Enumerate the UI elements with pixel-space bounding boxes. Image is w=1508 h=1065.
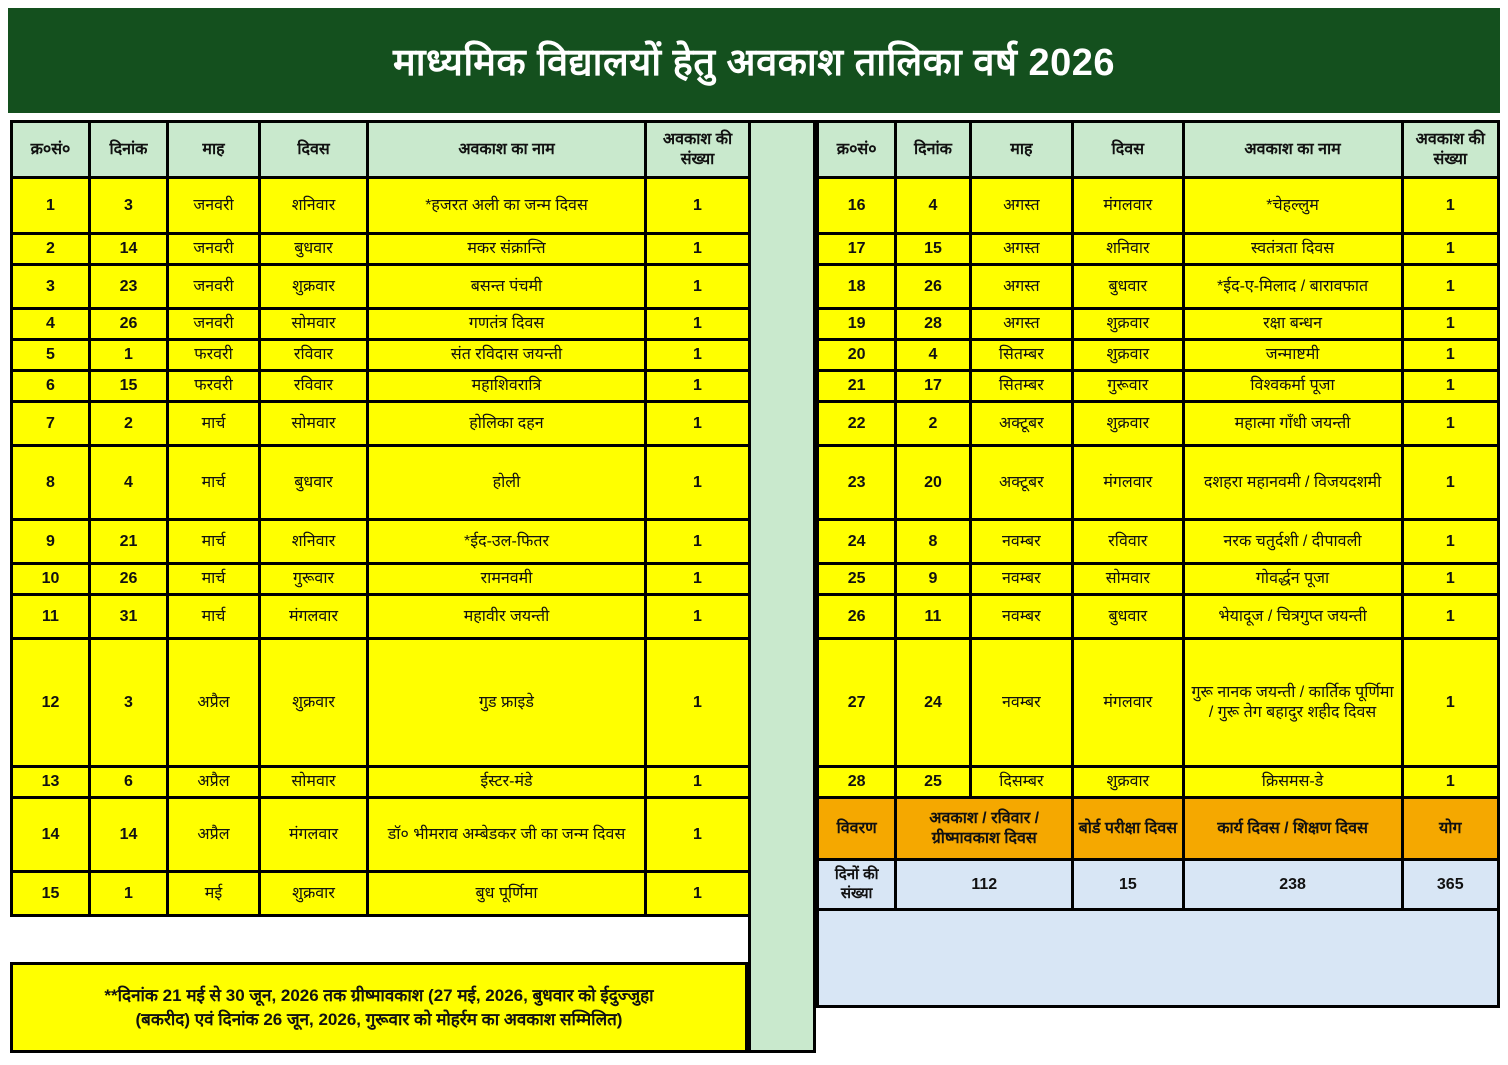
cell-month: जनवरी bbox=[168, 234, 260, 265]
cell-holiday-name: गुरू नानक जयन्ती / कार्तिक पूर्णिमा / गुरू तेग बहादुर शहीद दिवस bbox=[1183, 639, 1402, 767]
cell-day: शुक्रवार bbox=[1073, 767, 1183, 798]
cell-date: 26 bbox=[90, 564, 168, 595]
cell-holiday-name: स्वतंत्रता दिवस bbox=[1183, 234, 1402, 265]
cell-holiday-name: गुड फ्राइडे bbox=[368, 639, 646, 767]
cell-serial-number: 13 bbox=[12, 767, 90, 798]
cell-serial-number: 18 bbox=[818, 265, 896, 309]
footnote-line-2: (बकरीद) एवं दिनांक 26 जून, 2026, गुरूवार को मोहर्रम का अवकाश सम्मिलित) bbox=[135, 1009, 623, 1029]
col-header-name: अवकाश का नाम bbox=[368, 122, 646, 178]
cell-month: मार्च bbox=[168, 402, 260, 446]
cell-holiday-name: महाशिवरात्रि bbox=[368, 371, 646, 402]
cell-serial-number: 11 bbox=[12, 595, 90, 639]
cell-month: सितम्बर bbox=[970, 371, 1072, 402]
cell-day: शुक्रवार bbox=[1073, 340, 1183, 371]
cell-serial-number: 16 bbox=[818, 178, 896, 234]
cell-date: 26 bbox=[896, 265, 970, 309]
cell-holiday-count: 1 bbox=[1402, 309, 1498, 340]
cell-serial-number: 21 bbox=[818, 371, 896, 402]
cell-month: अक्टूबर bbox=[970, 402, 1072, 446]
table-row bbox=[12, 371, 750, 402]
table-row bbox=[818, 767, 1499, 798]
col-header-month: माह bbox=[168, 122, 260, 178]
table-row bbox=[818, 446, 1499, 520]
cell-date: 15 bbox=[896, 234, 970, 265]
cell-day: मंगलवार bbox=[260, 798, 368, 872]
cell-holiday-count: 1 bbox=[1402, 595, 1498, 639]
summary-section bbox=[818, 798, 1499, 1007]
cell-holiday-name: भेयादूज / चित्रगुप्त जयन्ती bbox=[1183, 595, 1402, 639]
cell-serial-number: 22 bbox=[818, 402, 896, 446]
cell-month: अगस्त bbox=[970, 265, 1072, 309]
cell-holiday-count: 1 bbox=[646, 872, 750, 916]
summary-value-row bbox=[818, 860, 1499, 910]
cell-serial-number: 5 bbox=[12, 340, 90, 371]
cell-month: मार्च bbox=[168, 595, 260, 639]
col-header-day: दिवस bbox=[1073, 122, 1183, 178]
cell-holiday-name: दशहरा महानवमी / विजयदशमी bbox=[1183, 446, 1402, 520]
cell-month: फरवरी bbox=[168, 340, 260, 371]
table-row bbox=[12, 402, 750, 446]
cell-month: फरवरी bbox=[168, 371, 260, 402]
cell-day: शनिवार bbox=[260, 178, 368, 234]
cell-date: 8 bbox=[896, 520, 970, 564]
cell-holiday-count: 1 bbox=[646, 564, 750, 595]
left-table-wrapper bbox=[10, 120, 748, 917]
cell-month: मई bbox=[168, 872, 260, 916]
cell-day: मंगलवार bbox=[1073, 178, 1183, 234]
table-row bbox=[12, 767, 750, 798]
table-row bbox=[818, 595, 1499, 639]
cell-serial-number: 28 bbox=[818, 767, 896, 798]
cell-holiday-name: *हजरत अली का जन्म दिवस bbox=[368, 178, 646, 234]
cell-holiday-name: महात्मा गाँधी जयन्ती bbox=[1183, 402, 1402, 446]
holiday-table-right bbox=[816, 120, 1500, 1008]
cell-date: 1 bbox=[90, 340, 168, 371]
cell-serial-number: 9 bbox=[12, 520, 90, 564]
cell-month: जनवरी bbox=[168, 265, 260, 309]
cell-holiday-count: 1 bbox=[646, 371, 750, 402]
cell-holiday-count: 1 bbox=[1402, 402, 1498, 446]
summary-board-exam-value: 15 bbox=[1073, 860, 1183, 910]
cell-serial-number: 2 bbox=[12, 234, 90, 265]
table-row bbox=[818, 265, 1499, 309]
table-row bbox=[12, 872, 750, 916]
cell-month: सितम्बर bbox=[970, 340, 1072, 371]
page-title: माध्यमिक विद्यालयों हेतु अवकाश तालिका वर्ष 2026 bbox=[392, 41, 1115, 84]
cell-holiday-count: 1 bbox=[646, 520, 750, 564]
cell-month: नवम्बर bbox=[970, 595, 1072, 639]
cell-serial-number: 15 bbox=[12, 872, 90, 916]
cell-holiday-count: 1 bbox=[646, 309, 750, 340]
cell-holiday-count: 1 bbox=[1402, 520, 1498, 564]
cell-holiday-count: 1 bbox=[1402, 371, 1498, 402]
cell-holiday-count: 1 bbox=[646, 639, 750, 767]
cell-holiday-count: 1 bbox=[646, 798, 750, 872]
col-header-day: दिवस bbox=[260, 122, 368, 178]
summary-header-row bbox=[818, 798, 1499, 860]
table-row bbox=[12, 340, 750, 371]
cell-holiday-name: बुध पूर्णिमा bbox=[368, 872, 646, 916]
summary-holidays-value: 112 bbox=[896, 860, 1073, 910]
summary-label-header: विवरण bbox=[818, 798, 896, 860]
cell-holiday-name: मकर संक्रान्ति bbox=[368, 234, 646, 265]
cell-holiday-count: 1 bbox=[1402, 265, 1498, 309]
cell-date: 14 bbox=[90, 798, 168, 872]
cell-month: अप्रैल bbox=[168, 639, 260, 767]
cell-serial-number: 7 bbox=[12, 402, 90, 446]
summary-total-header: योग bbox=[1402, 798, 1498, 860]
cell-holiday-name: क्रिसमस-डे bbox=[1183, 767, 1402, 798]
table-row bbox=[818, 371, 1499, 402]
cell-holiday-name: बसन्त पंचमी bbox=[368, 265, 646, 309]
table-row bbox=[818, 309, 1499, 340]
cell-serial-number: 4 bbox=[12, 309, 90, 340]
cell-serial-number: 12 bbox=[12, 639, 90, 767]
cell-holiday-name: डॉ० भीमराव अम्बेडकर जी का जन्म दिवस bbox=[368, 798, 646, 872]
cell-holiday-count: 1 bbox=[1402, 767, 1498, 798]
cell-holiday-name: ईस्टर-मंडे bbox=[368, 767, 646, 798]
cell-day: सोमवार bbox=[1073, 564, 1183, 595]
cell-month: नवम्बर bbox=[970, 520, 1072, 564]
cell-holiday-count: 1 bbox=[646, 340, 750, 371]
cell-holiday-name: रामनवमी bbox=[368, 564, 646, 595]
cell-month: अगस्त bbox=[970, 309, 1072, 340]
cell-date: 20 bbox=[896, 446, 970, 520]
cell-serial-number: 27 bbox=[818, 639, 896, 767]
table-row bbox=[818, 520, 1499, 564]
col-header-sno: क्र०सं० bbox=[12, 122, 90, 178]
summer-vacation-footnote bbox=[10, 962, 748, 1053]
col-header-sno: क्र०सं० bbox=[818, 122, 896, 178]
summary-holidays-header: अवकाश / रविवार / ग्रीष्मावकाश दिवस bbox=[896, 798, 1073, 860]
table-row bbox=[818, 639, 1499, 767]
table-row bbox=[818, 178, 1499, 234]
cell-holiday-name: *ईद-उल-फितर bbox=[368, 520, 646, 564]
cell-day: शुक्रवार bbox=[1073, 309, 1183, 340]
cell-day: मंगलवार bbox=[1073, 639, 1183, 767]
center-divider bbox=[748, 120, 816, 1053]
cell-holiday-count: 1 bbox=[646, 402, 750, 446]
right-table-wrapper bbox=[816, 120, 1500, 1008]
cell-serial-number: 23 bbox=[818, 446, 896, 520]
cell-holiday-name: विश्वकर्मा पूजा bbox=[1183, 371, 1402, 402]
cell-month: जनवरी bbox=[168, 309, 260, 340]
page-title-banner bbox=[8, 8, 1500, 113]
cell-date: 28 bbox=[896, 309, 970, 340]
cell-date: 25 bbox=[896, 767, 970, 798]
cell-day: गुरूवार bbox=[1073, 371, 1183, 402]
cell-holiday-name: महावीर जयन्ती bbox=[368, 595, 646, 639]
cell-holiday-count: 1 bbox=[1402, 564, 1498, 595]
cell-holiday-count: 1 bbox=[646, 767, 750, 798]
col-header-date: दिनांक bbox=[896, 122, 970, 178]
cell-holiday-count: 1 bbox=[646, 178, 750, 234]
cell-serial-number: 20 bbox=[818, 340, 896, 371]
cell-day: रविवार bbox=[1073, 520, 1183, 564]
cell-serial-number: 26 bbox=[818, 595, 896, 639]
summary-board-exam-header: बोर्ड परीक्षा दिवस bbox=[1073, 798, 1183, 860]
table-row bbox=[818, 340, 1499, 371]
cell-month: अगस्त bbox=[970, 178, 1072, 234]
cell-serial-number: 3 bbox=[12, 265, 90, 309]
table-row bbox=[818, 234, 1499, 265]
cell-holiday-name: रक्षा बन्धन bbox=[1183, 309, 1402, 340]
cell-holiday-name: संत रविदास जयन्ती bbox=[368, 340, 646, 371]
cell-holiday-count: 1 bbox=[1402, 340, 1498, 371]
cell-holiday-name: होलिका दहन bbox=[368, 402, 646, 446]
cell-day: बुधवार bbox=[1073, 595, 1183, 639]
cell-month: मार्च bbox=[168, 520, 260, 564]
cell-date: 21 bbox=[90, 520, 168, 564]
cell-date: 4 bbox=[896, 340, 970, 371]
cell-month: नवम्बर bbox=[970, 639, 1072, 767]
table-row bbox=[12, 639, 750, 767]
cell-serial-number: 24 bbox=[818, 520, 896, 564]
cell-day: बुधवार bbox=[260, 446, 368, 520]
cell-day: शनिवार bbox=[1073, 234, 1183, 265]
cell-holiday-count: 1 bbox=[646, 265, 750, 309]
summary-working-header: कार्य दिवस / शिक्षण दिवस bbox=[1183, 798, 1402, 860]
cell-day: रविवार bbox=[260, 340, 368, 371]
cell-serial-number: 10 bbox=[12, 564, 90, 595]
cell-date: 9 bbox=[896, 564, 970, 595]
cell-holiday-name: नरक चतुर्दशी / दीपावली bbox=[1183, 520, 1402, 564]
table-row bbox=[12, 178, 750, 234]
footnote-text bbox=[104, 984, 653, 1032]
cell-holiday-name: गोवर्द्धन पूजा bbox=[1183, 564, 1402, 595]
cell-date: 4 bbox=[90, 446, 168, 520]
table-row bbox=[12, 520, 750, 564]
cell-holiday-name: जन्माष्टमी bbox=[1183, 340, 1402, 371]
footnote-line-1: **दिनांक 21 मई से 30 जून, 2026 तक ग्रीष्मावकाश (27 मई, 2026, बुधवार को ईदुज्जुहा bbox=[104, 985, 654, 1005]
cell-serial-number: 1 bbox=[12, 178, 90, 234]
cell-month: दिसम्बर bbox=[970, 767, 1072, 798]
cell-holiday-count: 1 bbox=[646, 446, 750, 520]
table-row bbox=[818, 564, 1499, 595]
cell-day: शुक्रवार bbox=[1073, 402, 1183, 446]
cell-month: मार्च bbox=[168, 564, 260, 595]
cell-serial-number: 17 bbox=[818, 234, 896, 265]
cell-holiday-count: 1 bbox=[1402, 639, 1498, 767]
cell-holiday-name: होली bbox=[368, 446, 646, 520]
table-row bbox=[12, 309, 750, 340]
cell-day: शनिवार bbox=[260, 520, 368, 564]
cell-day: गुरूवार bbox=[260, 564, 368, 595]
cell-date: 15 bbox=[90, 371, 168, 402]
cell-day: शुक्रवार bbox=[260, 265, 368, 309]
summary-total-value: 365 bbox=[1402, 860, 1498, 910]
cell-day: मंगलवार bbox=[1073, 446, 1183, 520]
cell-holiday-count: 1 bbox=[646, 595, 750, 639]
cell-day: रविवार bbox=[260, 371, 368, 402]
cell-day: सोमवार bbox=[260, 402, 368, 446]
col-header-count: अवकाश की संख्या bbox=[1402, 122, 1498, 178]
cell-date: 31 bbox=[90, 595, 168, 639]
col-header-month: माह bbox=[970, 122, 1072, 178]
holiday-table-left bbox=[10, 120, 751, 917]
cell-day: सोमवार bbox=[260, 767, 368, 798]
cell-holiday-count: 1 bbox=[1402, 446, 1498, 520]
cell-holiday-count: 1 bbox=[646, 234, 750, 265]
cell-date: 3 bbox=[90, 178, 168, 234]
cell-holiday-count: 1 bbox=[1402, 178, 1498, 234]
cell-day: मंगलवार bbox=[260, 595, 368, 639]
cell-date: 2 bbox=[90, 402, 168, 446]
summary-blank-row bbox=[818, 910, 1499, 1007]
table-row bbox=[12, 234, 750, 265]
col-header-count: अवकाश की संख्या bbox=[646, 122, 750, 178]
cell-date: 17 bbox=[896, 371, 970, 402]
col-header-name: अवकाश का नाम bbox=[1183, 122, 1402, 178]
cell-month: नवम्बर bbox=[970, 564, 1072, 595]
cell-date: 1 bbox=[90, 872, 168, 916]
cell-date: 26 bbox=[90, 309, 168, 340]
table-row bbox=[12, 265, 750, 309]
cell-date: 4 bbox=[896, 178, 970, 234]
cell-holiday-count: 1 bbox=[1402, 234, 1498, 265]
cell-day: बुधवार bbox=[260, 234, 368, 265]
cell-holiday-name: *ईद-ए-मिलाद / बारावफात bbox=[1183, 265, 1402, 309]
cell-serial-number: 8 bbox=[12, 446, 90, 520]
cell-month: अगस्त bbox=[970, 234, 1072, 265]
cell-day: शुक्रवार bbox=[260, 639, 368, 767]
table-header-row bbox=[818, 122, 1499, 178]
cell-serial-number: 25 bbox=[818, 564, 896, 595]
table-header-row bbox=[12, 122, 750, 178]
summary-working-value: 238 bbox=[1183, 860, 1402, 910]
cell-date: 3 bbox=[90, 639, 168, 767]
cell-holiday-name: *चेहल्लुम bbox=[1183, 178, 1402, 234]
cell-serial-number: 14 bbox=[12, 798, 90, 872]
table-row bbox=[818, 402, 1499, 446]
cell-serial-number: 19 bbox=[818, 309, 896, 340]
cell-date: 2 bbox=[896, 402, 970, 446]
cell-holiday-name: गणतंत्र दिवस bbox=[368, 309, 646, 340]
cell-date: 6 bbox=[90, 767, 168, 798]
cell-month: अप्रैल bbox=[168, 798, 260, 872]
summary-days-label: दिनों की संख्या bbox=[818, 860, 896, 910]
cell-month: जनवरी bbox=[168, 178, 260, 234]
cell-day: शुक्रवार bbox=[260, 872, 368, 916]
col-header-date: दिनांक bbox=[90, 122, 168, 178]
cell-month: मार्च bbox=[168, 446, 260, 520]
summary-blank-cell bbox=[818, 910, 1499, 1007]
table-row bbox=[12, 446, 750, 520]
table-row bbox=[12, 564, 750, 595]
cell-date: 11 bbox=[896, 595, 970, 639]
cell-date: 14 bbox=[90, 234, 168, 265]
cell-serial-number: 6 bbox=[12, 371, 90, 402]
cell-month: अप्रैल bbox=[168, 767, 260, 798]
cell-date: 23 bbox=[90, 265, 168, 309]
table-row bbox=[12, 595, 750, 639]
cell-day: बुधवार bbox=[1073, 265, 1183, 309]
cell-day: सोमवार bbox=[260, 309, 368, 340]
cell-month: अक्टूबर bbox=[970, 446, 1072, 520]
cell-date: 24 bbox=[896, 639, 970, 767]
table-row bbox=[12, 798, 750, 872]
